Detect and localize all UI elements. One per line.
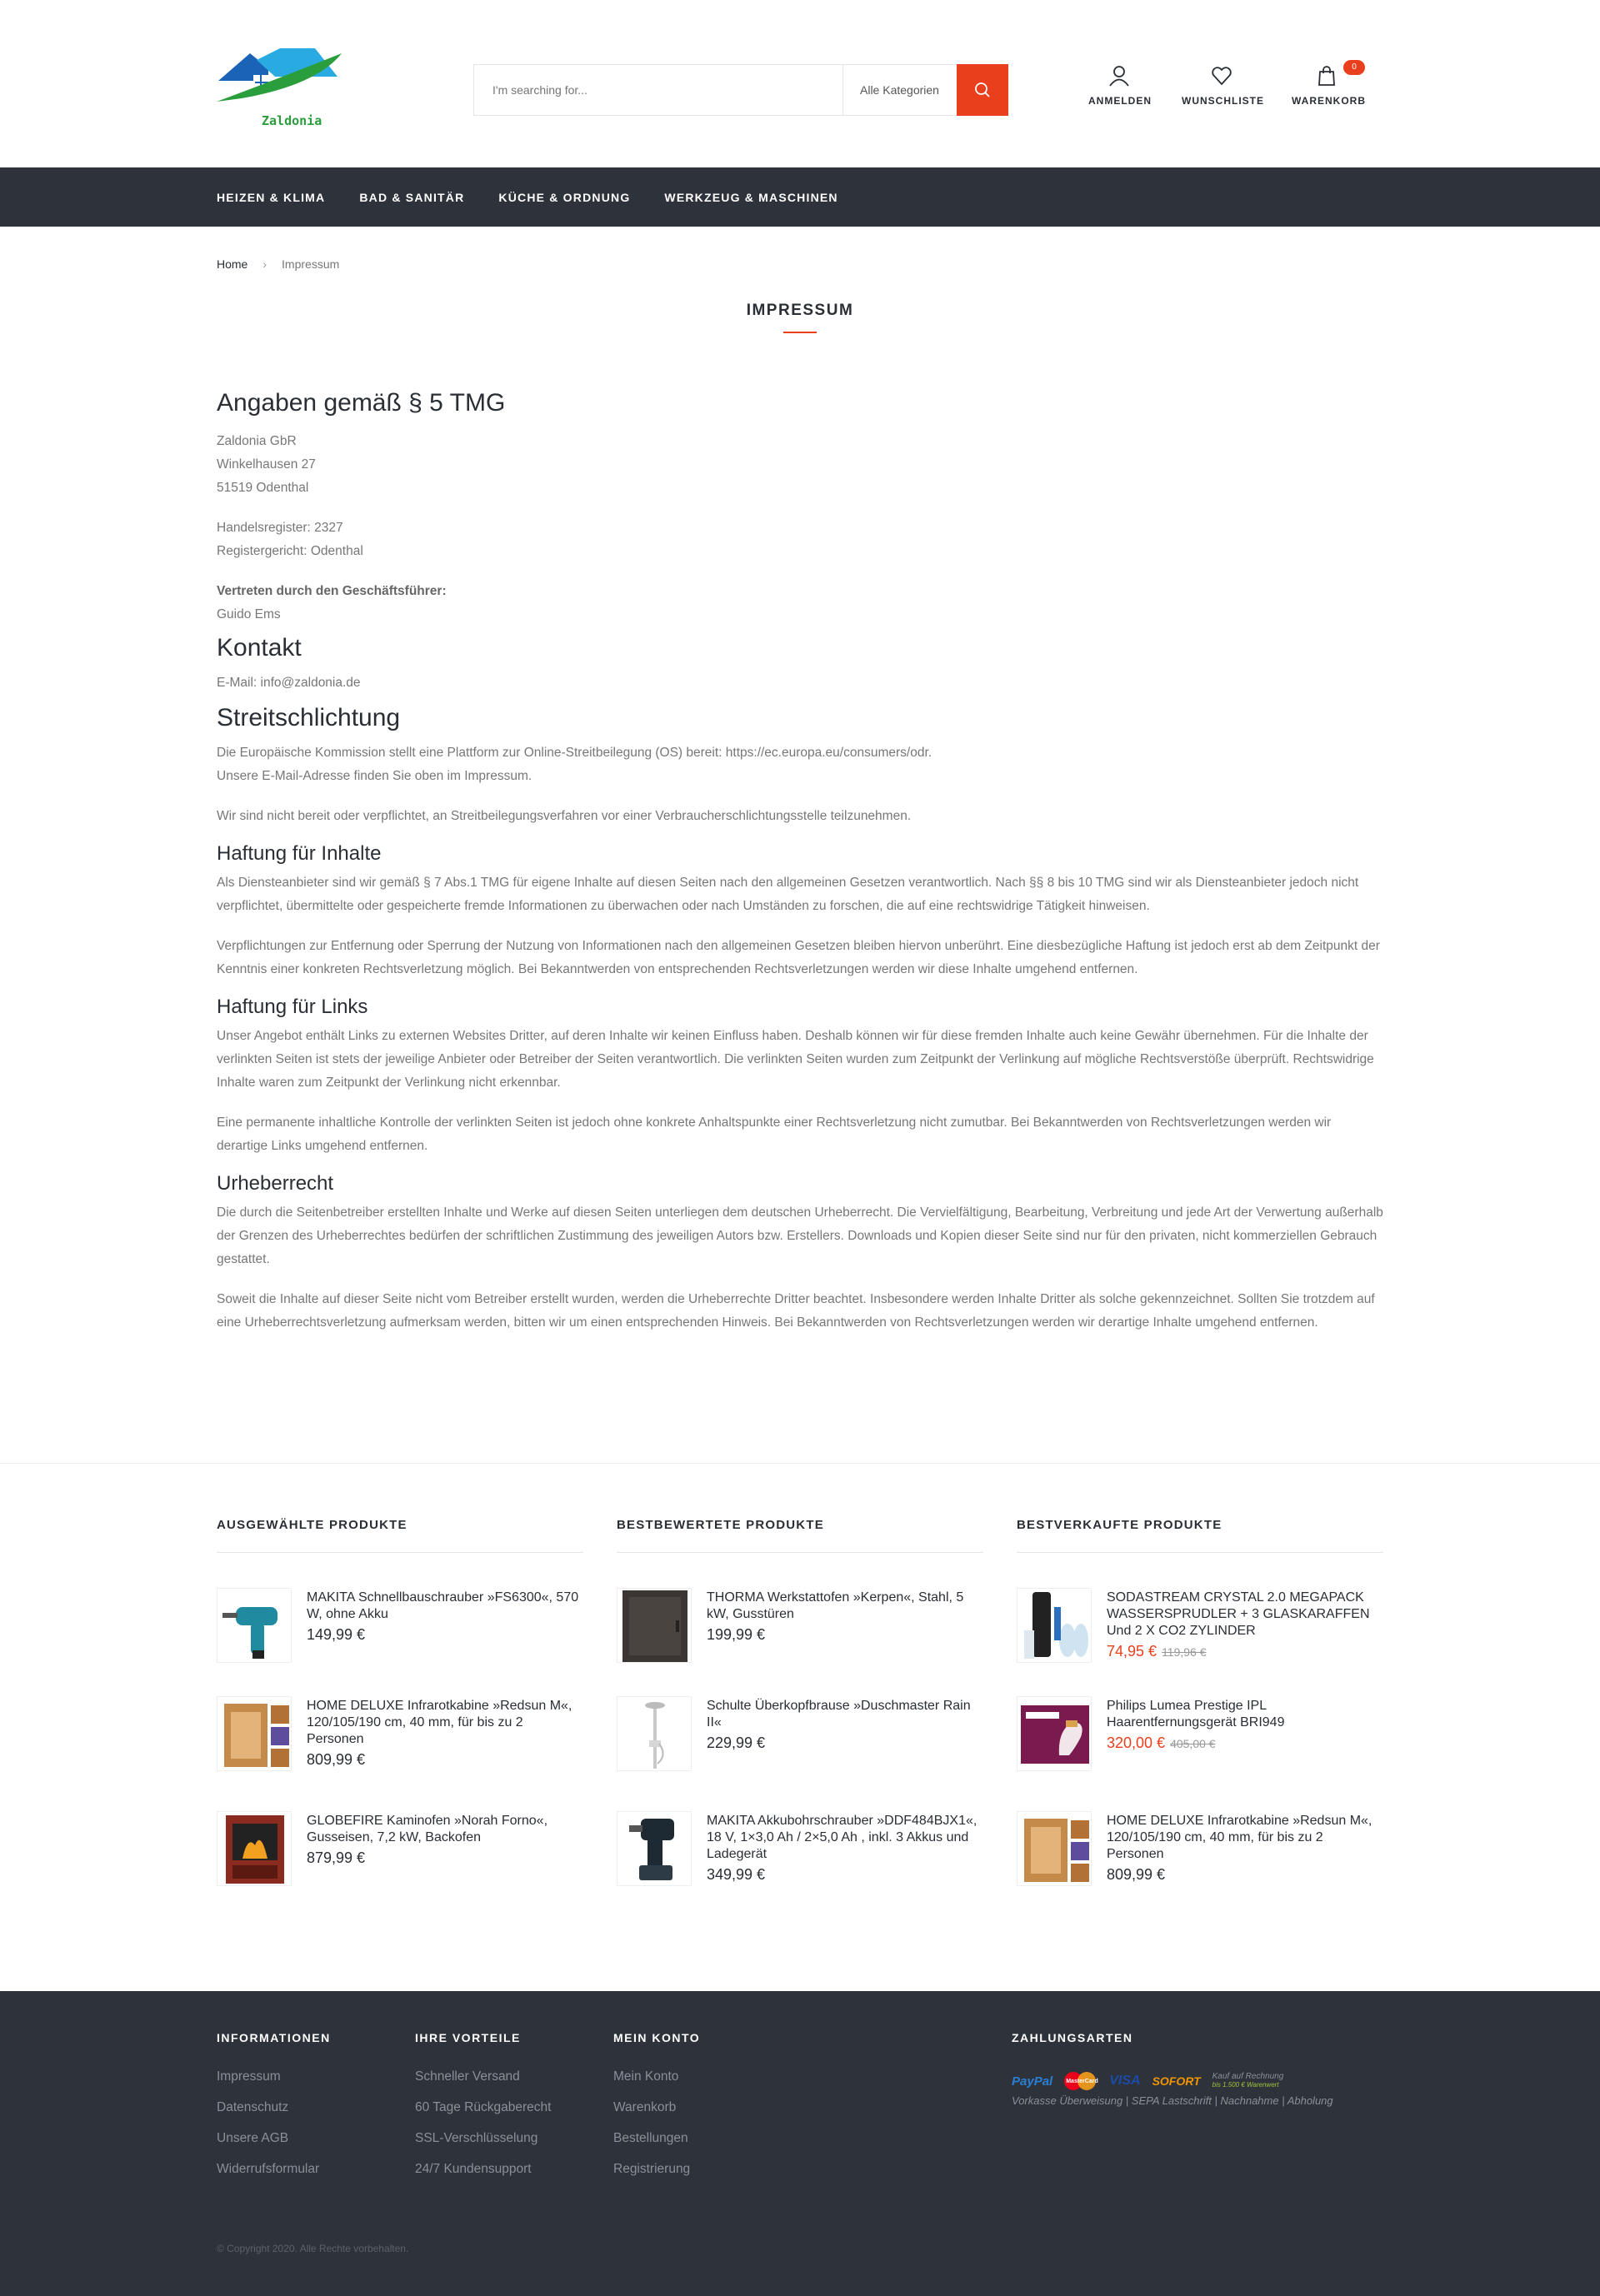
heading-streitschlichtung: Streitschlichtung [217,704,401,731]
footer-benefits-title: IHRE VORTEILE [415,2031,521,2044]
product-price: 809,99 € [307,1751,366,1768]
site-header [0,0,1600,167]
contact-email[interactable]: E-Mail: info@zaldonia.de [217,676,361,690]
heading-angaben: Angaben gemäß § 5 TMG [217,389,506,417]
product-item[interactable] [217,1696,583,1771]
streit-paragraph-2: Wir sind nicht bereit oder verpflichtet, an Streitbeilegungsverfahren vor einer Verbraucherschlichtungsstelle teilzunehmen. [217,809,912,823]
urheber-paragraph-1: Die durch die Seitenbetreiber erstellten Inhalte und Werke auf diesen Seiten unterliegen dem deutschen Urheberrecht. Die Vervielfältigung, Bearbeitung, Verbreitung und jede Art der Verwertung außerhalb der Grenzen des Urheberrechtes bedürfen der schriftlichen Zustimmung des jeweiligen Autors bzw. Erstellers. Downloads und Kopien dieser Seite sind nur für den privaten, nicht kommerziellen Gebrauch gestattet. [217,1205,1383,1266]
city: 51519 Odenthal [217,481,309,495]
title-underline [783,332,817,333]
product-price: 809,99 € [1107,1866,1166,1883]
product-name[interactable]: GLOBEFIRE Kaminofen »Norah Forno«, Gusseisen, 7,2 kW, Backofen [307,1814,548,1844]
sale-price: 74,95 € [1107,1643,1158,1660]
product-name[interactable]: SODASTREAM CRYSTAL 2.0 MEGAPACK WASSERSPRUDLER + 3 GLASKARAFFEN Und 2 X CO2 ZYLINDER [1107,1590,1370,1638]
wishlist-label: WUNSCHLISTE [1182,95,1264,107]
product-item[interactable] [617,1811,983,1886]
product-image[interactable] [217,1811,292,1886]
footer-benefits [415,2031,551,2193]
streit-paragraph-1 [217,741,1383,788]
product-image[interactable] [617,1811,692,1886]
site-footer [0,1991,1600,2296]
category-select[interactable] [842,65,957,115]
chevron-right-icon: › [262,257,268,271]
featured-products-title: AUSGEWÄHLTE PRODUKTE [217,1518,583,1553]
search-icon [974,82,991,98]
links-paragraph-1: Unser Angebot enthält Links zu externen Websites Dritter, auf deren Inhalte wir keinen Einfluss haben. Deshalb können wir für diese fremden Inhalte auch keine Gewähr übernehmen. Für die Inhalte der verlinkten Seiten ist stets der jeweilige Anbieter oder Betreiber der Seiten verantwortlich. Die verlinkten Seiten wurden zum Zeitpunkt der Verlinkung auf mögliche Rechtsverstöße überprüft. Rechtswidrige Inhalte waren zum Zeitpunkt der Verlinkung nicht erkennbar. [217,1029,1374,1090]
product-item[interactable] [617,1696,983,1771]
product-price: 229,99 € [707,1734,766,1751]
paypal-logo: PayPal [1012,2074,1053,2089]
product-image[interactable] [617,1588,692,1663]
heart-icon [1211,65,1232,87]
heading-haftung-links: Haftung für Links [217,996,368,1018]
nav-item-werkzeug-maschinen[interactable]: WERKZEUG & MASCHINEN [664,190,838,204]
sale-price: 320,00 € [1107,1734,1166,1751]
user-icon [1108,65,1130,87]
footer-link-mein-konto[interactable]: Mein Konto [613,2069,679,2084]
featured-products [217,1518,583,1866]
footer-account-title: MEIN KONTO [613,2031,701,2044]
product-item[interactable] [1017,1696,1383,1771]
register-number: Handelsregister: 2327 [217,521,343,535]
representative-label: Vertreten durch den Geschäftsführer: [217,584,447,598]
sofort-logo: SOFORT [1152,2074,1201,2088]
product-name[interactable]: MAKITA Akkubohrschrauber »DDF484BJX1«, 18 V, 1×3,0 Ah / 2×5,0 Ah , inkl. 3 Akkus und Ladegerät [707,1814,978,1861]
category-select-label: Alle Kategorien [860,83,939,97]
cart-label: WARENKORB [1292,95,1366,107]
product-name[interactable]: MAKITA Schnellbauschrauber »FS6300«, 570 W, ohne Akku [307,1590,579,1621]
invoice-logo: Kauf auf Rechnung bis 1.500 € Warenwert [1212,2072,1284,2089]
footer-payment [1012,2031,1333,2107]
product-image[interactable] [617,1696,692,1771]
copyright: © Copyright 2020. Alle Rechte vorbehalten. [217,2243,409,2254]
product-price [1107,1643,1383,1660]
footer-link-ssl[interactable]: SSL-Verschlüsselung [415,2131,538,2145]
inhalte-paragraph-2: Verpflichtungen zur Entfernung oder Sperrung der Nutzung von Informationen nach den allgemeinen Gesetzen bleiben hiervon unberührt. Eine diesbezügliche Haftung ist jedoch erst ab dem Zeitpunkt der Kenntnis einer konkreten Rechtsverletzung möglich. Bei Bekanntwerden von entsprechenden Rechtsverletzungen werden wir diese Inhalte umgehend entfernen. [217,939,1380,976]
nav-item-bad-sanitaer[interactable]: BAD & SANITÄR [359,190,465,204]
footer-link-registrierung[interactable]: Registrierung [613,2162,691,2176]
product-item[interactable] [217,1588,583,1663]
streit-text-1a: Die Europäische Kommission stellt eine Plattform zur Online-Streitbeilegung (OS) bereit: https://ec.europa.eu/consumers/odr. [217,746,932,760]
mastercard-logo: MasterCard [1064,2072,1098,2090]
page-title: IMPRESSUM [746,302,854,319]
product-price: 879,99 € [307,1849,366,1866]
heading-urheberrecht: Urheberrecht [217,1172,334,1195]
address-block [217,430,1383,500]
shopping-bag-icon [1316,65,1338,87]
product-image[interactable] [1017,1588,1092,1663]
old-price: 119,96 € [1162,1645,1207,1659]
section-divider [0,1463,1600,1464]
product-price: 199,99 € [707,1626,766,1643]
footer-link-widerruf[interactable]: Widerrufsformular [217,2162,320,2176]
company-name: Zaldonia GbR [217,434,297,448]
product-name[interactable]: Philips Lumea Prestige IPL Haarentfernungsgerät BRI949 [1107,1699,1285,1729]
visa-logo: VISA [1109,2074,1141,2088]
footer-link-support[interactable]: 24/7 Kundensupport [415,2162,532,2176]
product-name[interactable]: THORMA Werkstattofen »Kerpen«, Stahl, 5 kW, Gusstüren [707,1590,964,1621]
zaldonia-logo[interactable] [217,43,365,133]
top-rated-products-title: BESTBEWERTETE PRODUKTE [617,1518,983,1553]
impressum-content [217,385,1383,1351]
payment-methods-text: Vorkasse Überweisung | SEPA Lastschrift | Nachnahme | Abholung [1012,2094,1333,2107]
heading-kontakt: Kontakt [217,634,302,661]
streit-text-1b: Unsere E-Mail-Adresse finden Sie oben im Impressum. [217,769,532,783]
footer-information [217,2031,331,2193]
inhalte-paragraph-1: Als Diensteanbieter sind wir gemäß § 7 Abs.1 TMG für eigene Inhalte auf diesen Seiten nach den allgemeinen Gesetzen verantwortlich. Nach §§ 8 bis 10 TMG sind wir als Diensteanbieter jedoch nicht verpflichtet, übermittelte oder gespeicherte fremde Informationen zu überwachen oder nach Umständen zu forschen, die auf eine rechtswidrige Tätigkeit hinweisen. [217,876,1359,913]
product-item[interactable] [1017,1588,1383,1663]
product-item[interactable] [617,1588,983,1663]
register-court: Registergericht: Odenthal [217,544,363,558]
footer-link-rueckgabe[interactable]: 60 Tage Rückgaberecht [415,2100,552,2114]
cart-link[interactable] [1292,62,1366,107]
urheber-paragraph-2: Soweit die Inhalte auf dieser Seite nicht vom Betreiber erstellt wurden, werden die Urheberrechte Dritter beachtet. Insbesondere werden Inhalte Dritter als solche gekennzeichnet. Sollten Sie trotzdem auf eine Urheberrechtsverletzung aufmerksam werden, bitten wir um einen entsprechenden Hinweis. Bei Bekanntwerden von Rechtsverletzungen werden wir derartige Inhalte umgehend entfernen. [217,1292,1375,1330]
product-name[interactable]: Schulte Überkopfbrause »Duschmaster Rain II« [707,1699,971,1729]
product-image[interactable] [217,1588,292,1663]
breadcrumb-home[interactable]: Home [217,257,248,271]
register-block [217,517,1383,563]
footer-link-bestellungen[interactable]: Bestellungen [613,2131,688,2145]
heading-haftung-inhalte: Haftung für Inhalte [217,842,382,865]
product-item[interactable] [217,1811,583,1886]
old-price: 405,00 € [1170,1737,1216,1750]
main-navigation [0,167,1600,227]
search-bar [473,64,1008,116]
breadcrumb [217,257,339,271]
product-image[interactable] [217,1696,292,1771]
product-name[interactable]: HOME DELUXE Infrarotkabine »Redsun M«, 120/105/190 cm, 40 mm, für bis zu 2 Personen [1107,1814,1372,1861]
product-price: 349,99 € [707,1866,766,1883]
wishlist-link[interactable] [1182,65,1262,107]
svg-text:Zaldonia: Zaldonia [262,113,322,128]
bestseller-products [1017,1518,1383,1883]
payment-logos [1012,2069,1333,2093]
product-item[interactable] [1017,1811,1383,1886]
cart-count-badge: 0 [1343,60,1365,75]
links-paragraph-2: Eine permanente inhaltliche Kontrolle der verlinkten Seiten ist jedoch ohne konkrete Anhaltspunkte einer Rechtsverletzung nicht zumutbar. Bei Bekanntwerden von Rechtsverletzungen werden wir derartige Links umgehend entfernen. [217,1116,1332,1153]
footer-information-title: INFORMATIONEN [217,2031,331,2044]
footer-link-agb[interactable]: Unsere AGB [217,2131,289,2145]
account-link[interactable] [1088,65,1150,107]
product-image[interactable] [1017,1696,1092,1771]
bestseller-products-title: BESTVERKAUFTE PRODUKTE [1017,1518,1383,1553]
search-input[interactable] [474,65,842,115]
top-rated-products [617,1518,983,1883]
breadcrumb-current: Impressum [282,257,340,271]
representative-name: Guido Ems [217,607,281,621]
footer-link-impressum[interactable]: Impressum [217,2069,281,2084]
footer-link-versand[interactable]: Schneller Versand [415,2069,520,2084]
product-name[interactable]: HOME DELUXE Infrarotkabine »Redsun M«, 120/105/190 cm, 40 mm, für bis zu 2 Personen [307,1699,572,1746]
footer-account [613,2031,700,2193]
footer-link-warenkorb[interactable]: Warenkorb [613,2100,677,2114]
nav-item-heizen-klima[interactable]: HEIZEN & KLIMA [217,190,326,204]
nav-item-kueche-ordnung[interactable]: KÜCHE & ORDNUNG [498,190,631,204]
representative-block [217,580,1383,626]
product-price [1107,1734,1383,1752]
product-price: 149,99 € [307,1626,366,1643]
search-button[interactable] [957,64,1008,116]
footer-payment-title: ZAHLUNGSARTEN [1012,2031,1133,2044]
street: Winkelhausen 27 [217,457,316,472]
product-image[interactable] [1017,1811,1092,1886]
account-label: ANMELDEN [1088,95,1152,107]
footer-link-datenschutz[interactable]: Datenschutz [217,2100,289,2114]
